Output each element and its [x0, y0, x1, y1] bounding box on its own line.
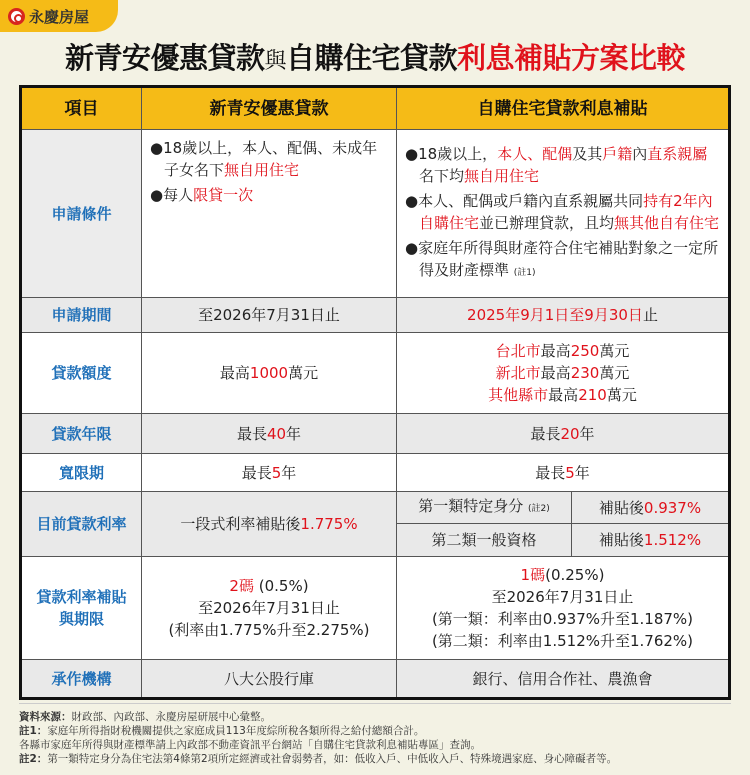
row-term: [21, 414, 730, 454]
note2-label: 註2：: [19, 753, 48, 765]
row-subsidy: [21, 557, 730, 660]
cell-b: [397, 414, 730, 454]
text-segment: 銀行、信用合作社、農漁會: [472, 669, 653, 688]
highlight-text: 持有2年內自購住宅: [419, 192, 713, 232]
text-segment: 萬元: [599, 342, 630, 360]
cell-b2-label: [397, 524, 572, 557]
footnotes: [19, 710, 617, 766]
text-line: [142, 304, 396, 326]
highlight-text: 台北市: [495, 342, 541, 360]
text-segment: 最長: [236, 424, 267, 443]
text-segment: (利率由1.775%升至2.275%): [168, 621, 370, 639]
highlight-text: 新北市: [495, 364, 541, 382]
header-item: 項目: [21, 87, 142, 130]
row-lender: [21, 660, 730, 699]
text-segment: 補貼後: [598, 498, 644, 517]
text-line: [397, 384, 728, 406]
cell-b: [397, 333, 730, 414]
comparison-table: [19, 85, 731, 700]
highlight-text: 230: [570, 364, 600, 382]
highlight-text: 其他縣市: [488, 386, 549, 404]
row-label: 申請條件: [21, 130, 142, 298]
text-line: [142, 462, 396, 484]
text-segment: 最高: [548, 386, 579, 404]
row-rate-1: [21, 492, 730, 524]
cell-b: [397, 557, 730, 660]
cell-a: [142, 298, 397, 333]
text-line: [142, 619, 396, 641]
highlight-text: 1000: [249, 364, 289, 382]
highlight-text: 2025年9月1日至9月30日: [467, 306, 643, 324]
cell-b: [397, 298, 730, 333]
text-line: [150, 137, 388, 181]
text-segment: 第一類特定身分: [418, 497, 529, 515]
text-segment: 八大公股行庫: [223, 669, 314, 688]
source-text: 財政部、內政部、永慶房屋研展中心彙整。: [71, 711, 271, 723]
text-line: [150, 184, 388, 206]
page-title: [0, 36, 750, 77]
text-line: [142, 575, 396, 597]
brand-logo: [0, 0, 118, 32]
text-line: [397, 668, 728, 690]
text-line: [572, 497, 728, 519]
row-label: 貸款年限: [21, 414, 142, 454]
text-line: [142, 423, 396, 445]
text-segment: 最長: [535, 463, 566, 482]
highlight-text: 限貸一次: [193, 186, 254, 204]
text-segment: (第一類：利率由0.937%升至1.187%): [431, 610, 694, 628]
highlight-text: 1碼: [520, 566, 546, 584]
highlight-text: 20: [560, 424, 580, 443]
text-segment: 止: [642, 306, 658, 324]
text-line: [397, 630, 728, 652]
text-line: [142, 597, 396, 619]
row-label: 貸款額度: [21, 333, 142, 414]
text-segment: 萬元: [288, 364, 319, 382]
highlight-text: 無其他自有住宅: [614, 214, 720, 232]
text-segment: 年: [574, 463, 590, 482]
logo-icon: [8, 8, 25, 25]
text-line: [397, 462, 728, 484]
text-line: [397, 423, 728, 445]
cell-a: [142, 557, 397, 660]
cell-b: [397, 660, 730, 699]
highlight-text: 1.512%: [643, 531, 702, 549]
text-segment: 補貼後: [598, 531, 644, 549]
highlight-text: 無自用住宅: [224, 161, 300, 179]
text-line: [405, 190, 720, 234]
text-segment: 至2026年7月31日止: [198, 599, 340, 617]
text-segment: 年: [286, 424, 302, 443]
text-segment: ●18歲以上，本人、配偶、未成年子女名下: [150, 139, 378, 179]
highlight-text: 40: [266, 424, 287, 443]
text-segment: ●家庭年所得與財產符合住宅補貼對象之一定所得及財產標準: [405, 239, 719, 279]
text-line: [572, 529, 728, 551]
text-line: [405, 237, 720, 284]
text-segment: ●本人、配偶或戶籍內直系親屬共同: [405, 192, 644, 210]
highlight-text: 本人、配偶: [497, 145, 573, 163]
cell-a: [142, 130, 397, 298]
text-segment: (第二類：利率由1.512%升至1.762%): [431, 632, 694, 650]
note1-text: 家庭年所得指財稅機關提供之家庭成員113年度綜所稅各類所得之給付總額合計。: [47, 725, 425, 737]
highlight-text: 5: [271, 463, 282, 482]
highlight-text: 5: [565, 463, 575, 482]
highlight-text: 戶籍: [602, 145, 633, 163]
header-row: [21, 87, 730, 130]
title-part1: 新青安優惠貸款: [64, 41, 265, 75]
source-label: 資料來源：: [19, 711, 72, 723]
text-line: [397, 529, 571, 551]
row-label: 目前貸款利率: [21, 492, 142, 557]
text-segment: 年: [579, 424, 595, 443]
text-segment: 萬元: [599, 364, 630, 382]
title-part2: 自購住宅貸款: [286, 41, 458, 75]
text-segment: 年: [281, 463, 297, 482]
header-new-youth-loan: 新青安優惠貸款: [142, 87, 397, 130]
highlight-text: 2碼: [229, 577, 254, 595]
cell-b2-value: [572, 524, 730, 557]
text-segment: 最長: [530, 424, 561, 443]
cell-b1-value: [572, 492, 730, 524]
text-line: [397, 304, 728, 326]
text-line: [405, 143, 720, 187]
text-segment: 及其: [572, 145, 603, 163]
text-segment: (0.25%): [545, 566, 605, 584]
highlight-text: 直系親屬: [647, 145, 708, 163]
text-segment: 第二類一般資格: [431, 531, 537, 549]
text-segment: 最高: [540, 342, 571, 360]
row-eligibility: [21, 130, 730, 298]
text-segment: 最高: [219, 364, 250, 382]
text-line: [397, 586, 728, 608]
text-line: [397, 495, 571, 520]
footnote-ref: (註1): [513, 268, 536, 278]
row-label: 承作機構: [21, 660, 142, 699]
divider: [19, 703, 731, 704]
highlight-text: 無自用住宅: [464, 167, 540, 185]
text-segment: 名下均: [419, 167, 465, 185]
row-label: 貸款利率補貼與期限: [21, 557, 142, 660]
text-line: [397, 362, 728, 384]
footnote-ref: (註2): [528, 504, 550, 514]
row-amount: [21, 333, 730, 414]
text-segment: ●18歲以上，: [405, 145, 498, 163]
row-grace: [21, 454, 730, 492]
note1-continued: 各縣市家庭年所得與財產標準請上內政部不動產資訊平台網站「自購住宅貸款利息補貼專區」查詢。: [19, 739, 481, 751]
note2-text: 第一類特定身分為住宅法第4條第2項所定經濟或社會弱勢者，如：低收入戶、中低收入戶、特殊境遇家庭、身心障礙者等。: [47, 753, 618, 765]
highlight-text: 250: [570, 342, 600, 360]
text-segment: ●每人: [150, 186, 194, 204]
text-segment: 內: [632, 145, 648, 163]
row-label: 申請期間: [21, 298, 142, 333]
text-segment: 並已辦理貸款，且均: [479, 214, 615, 232]
text-segment: 至2026年7月31日止: [491, 588, 634, 606]
text-line: [397, 564, 728, 586]
text-line: [142, 513, 396, 535]
text-segment: 最高: [540, 364, 571, 382]
cell-b: [397, 454, 730, 492]
highlight-text: 210: [578, 386, 607, 404]
note1-label: 註1：: [19, 725, 48, 737]
text-line: [142, 668, 396, 690]
text-segment: 至2026年7月31日止: [198, 306, 340, 324]
row-label: 寬限期: [21, 454, 142, 492]
cell-a: [142, 414, 397, 454]
title-part3: 利息補貼方案比較: [457, 41, 686, 75]
highlight-text: 1.775%: [300, 515, 358, 533]
cell-b1-label: [397, 492, 572, 524]
text-segment: 一段式利率補貼後: [180, 515, 301, 533]
text-line: [397, 608, 728, 630]
highlight-text: 0.937%: [643, 498, 702, 517]
cell-a: [142, 660, 397, 699]
text-segment: 萬元: [606, 386, 637, 404]
cell-a: [142, 492, 397, 557]
text-segment: 最長: [241, 463, 272, 482]
row-period: [21, 298, 730, 333]
text-segment: (0.5%): [253, 577, 309, 595]
cell-b: [397, 130, 730, 298]
logo-text: 永慶房屋: [29, 7, 90, 26]
cell-a: [142, 454, 397, 492]
text-line: [142, 362, 396, 384]
title-amp: 與: [264, 49, 286, 74]
text-line: [397, 340, 728, 362]
header-interest-subsidy: 自購住宅貸款利息補貼: [397, 87, 730, 130]
cell-a: [142, 333, 397, 414]
